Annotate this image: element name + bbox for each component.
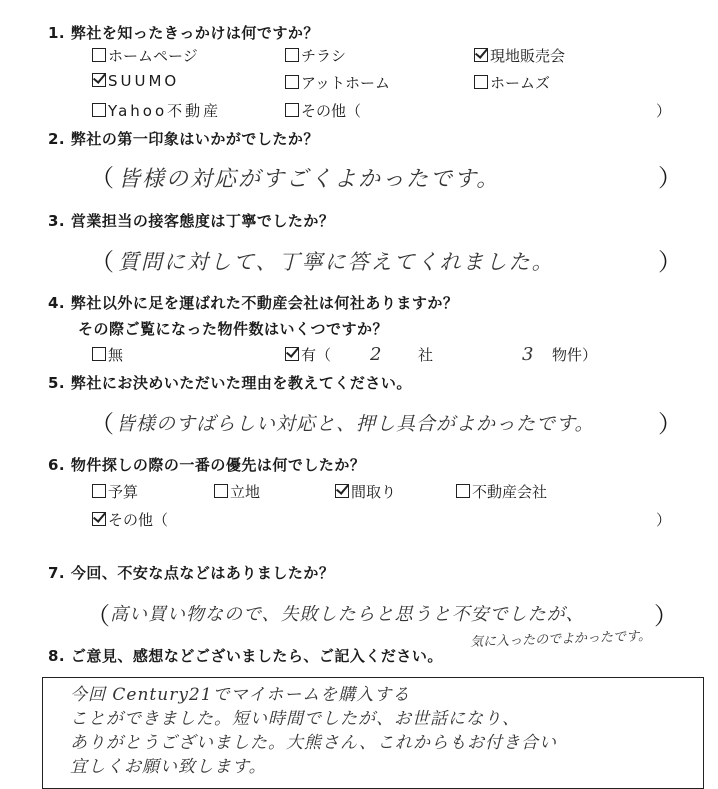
q6-close-paren: ） (656, 511, 672, 529)
q4-property-unit: 物件） (552, 346, 598, 364)
q4-company-count: 2 (370, 344, 384, 365)
q1-option-homepage[interactable]: ホームページ (92, 45, 198, 66)
checkbox-budget[interactable] (92, 484, 106, 498)
q1-option-flyer[interactable]: チラシ (285, 45, 346, 66)
q3-close-paren: ） (658, 248, 682, 276)
checkbox-realestate[interactable] (456, 484, 470, 498)
q6-option-location[interactable]: 立地 (214, 481, 260, 502)
q1-option-other[interactable]: その他（ (285, 100, 361, 121)
comment-line-2: ことができました。短い時間でしたが、お世話になり、 (70, 709, 520, 729)
q6-option-layout[interactable]: 間取り (335, 481, 396, 502)
q7-handwritten-answer-continued: 気に入ったのでよかったです。 (469, 628, 652, 651)
checkbox-other[interactable] (285, 103, 299, 117)
q6-option-realestate[interactable]: 不動産会社 (456, 481, 547, 502)
checkbox-flyer[interactable] (285, 48, 299, 62)
comment-line-1: 今回 Century21でマイホームを購入する (70, 685, 411, 705)
checkbox-yahoo[interactable] (92, 103, 106, 117)
question-6-title: 6. 物件探しの際の一番の優先は何でしたか？ (48, 456, 366, 474)
q6-option-budget[interactable]: 予算 (92, 481, 138, 502)
q7-handwritten-answer: 高い買い物なので、失敗したらと思うと不安でしたが、 (110, 604, 585, 625)
q7-close-paren: ） (654, 602, 678, 630)
checkbox-yes[interactable] (285, 347, 299, 361)
q5-close-paren: ） (658, 410, 682, 438)
q4-company-unit: 社 (418, 346, 434, 364)
q2-handwritten-answer: 皆様の対応がすごくよかったです。 (118, 167, 501, 192)
q5-open-paren: （ (90, 410, 114, 438)
question-2-title: 2. 弊社の第一印象はいかがでしたか？ (48, 130, 319, 148)
q6-option-other[interactable]: その他（ (92, 509, 168, 530)
checkbox-athome[interactable] (285, 75, 299, 89)
comment-line-3: ありがとうございました。大熊さん、これからもお付き合い (70, 733, 558, 753)
q1-option-onsite-sale[interactable]: 現地販売会 (474, 45, 565, 66)
checkbox-homes[interactable] (474, 75, 488, 89)
q1-option-yahoo[interactable]: Yahoo不動産 (92, 100, 221, 121)
q1-option-athome[interactable]: アットホーム (285, 72, 390, 93)
checkbox-layout[interactable] (335, 484, 349, 498)
q2-close-paren: ） (658, 164, 682, 192)
comment-line-4: 宜しくお願い致します。 (70, 757, 267, 777)
q7-open-paren: （ (86, 602, 110, 630)
q5-handwritten-answer: 皆様のすばらしい対応と、押し具合がよかったです。 (116, 413, 595, 435)
question-7-title: 7. 今回、不安な点などはありましたか？ (48, 564, 335, 582)
q1-option-homes[interactable]: ホームズ (474, 72, 550, 93)
q3-handwritten-answer: 質問に対して、丁寧に答えてくれました。 (118, 250, 555, 274)
question-4-title: 4. 弊社以外に足を運ばれた不動産会社は何社ありますか？ (48, 294, 459, 312)
checkbox-suumo[interactable] (92, 73, 106, 87)
checkbox-homepage[interactable] (92, 48, 106, 62)
q2-open-paren: （ (90, 164, 114, 192)
q3-open-paren: （ (90, 248, 114, 276)
question-1-title: 1. 弊社を知ったきっかけは何ですか？ (48, 24, 319, 42)
question-4-subtitle: その際ご覧になった物件数はいくつですか？ (78, 320, 389, 338)
question-3-title: 3. 営業担当の接客態度は丁寧でしたか？ (48, 212, 335, 230)
question-8-title: 8. ご意見、感想などございましたら、ご記入ください。 (48, 647, 443, 665)
checkbox-onsite-sale[interactable] (474, 48, 488, 62)
checkbox-none[interactable] (92, 347, 106, 361)
question-5-title: 5. 弊社にお決めいただいた理由を教えてください。 (48, 374, 412, 392)
q4-property-count: 3 (522, 344, 536, 365)
q1-option-suumo[interactable]: SUUMO (92, 72, 179, 90)
q4-option-none[interactable]: 無 (92, 344, 123, 365)
q1-close-paren: ） (656, 102, 672, 120)
checkbox-location[interactable] (214, 484, 228, 498)
checkbox-other-priority[interactable] (92, 512, 106, 526)
q4-option-yes[interactable]: 有（ (285, 344, 331, 365)
